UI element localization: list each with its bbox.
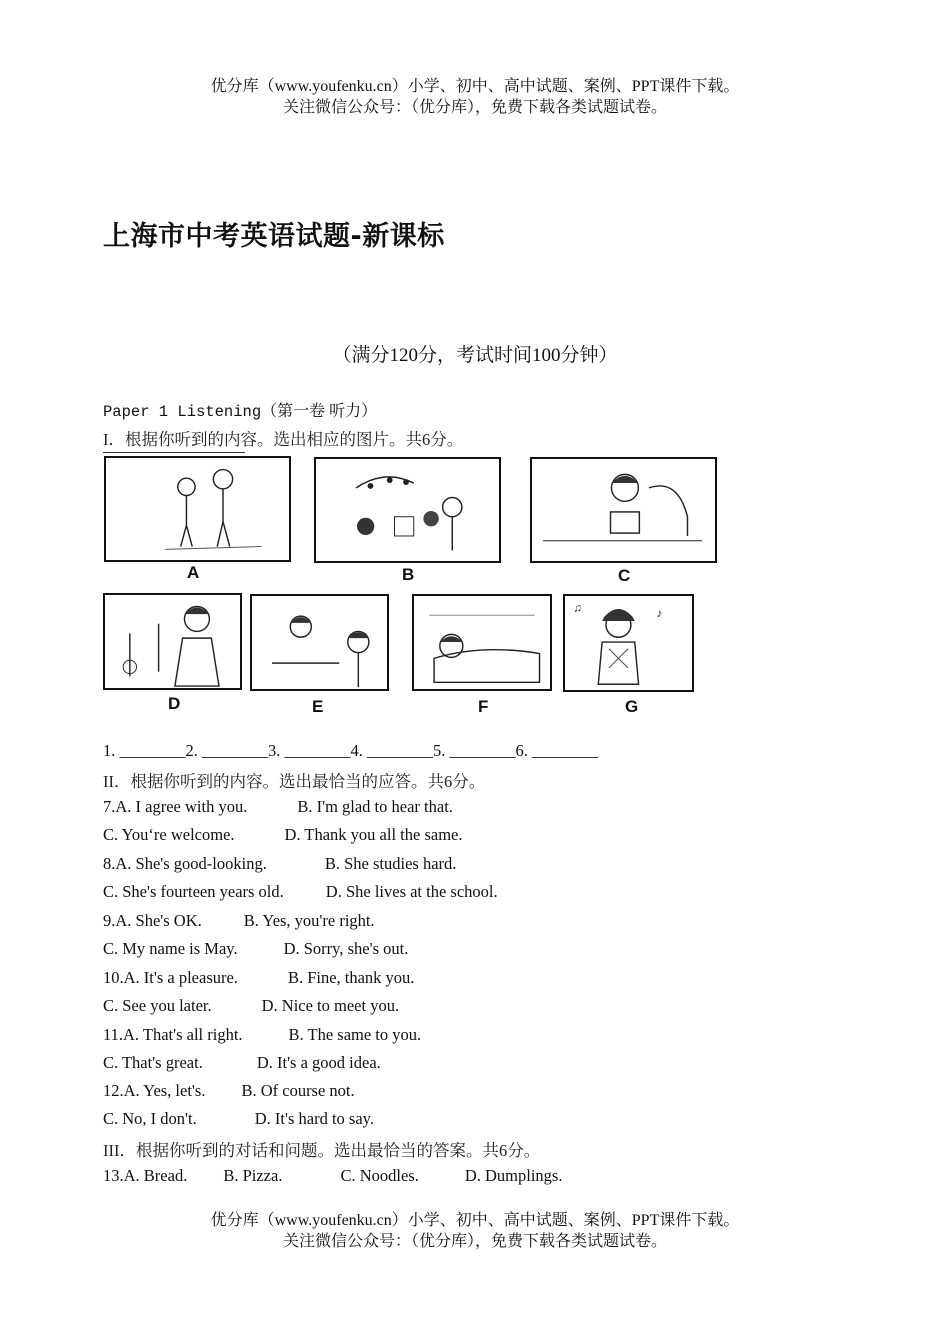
q7-option-a: 7.A. I agree with you. (103, 797, 248, 816)
q9-option-d: D. Sorry, she's out. (283, 939, 409, 958)
picture-b-label: B (402, 565, 415, 584)
boy-reading-icon (532, 459, 715, 561)
page-header (0, 76, 950, 118)
picture-e (250, 594, 389, 691)
q7-row1 (103, 797, 453, 817)
picture-e-label: E (312, 697, 324, 716)
page-title: 上海市中考英语试题-新课标 (103, 221, 445, 252)
picture-c-label: C (618, 566, 631, 585)
q11-row1 (103, 1025, 421, 1045)
q7-row2 (103, 825, 462, 845)
svg-text:♫: ♫ (573, 602, 582, 615)
header-line-1: 优分库（www.youfenku.cn）小学、初中、高中试题、案例、PPT课件下载。 (210, 78, 740, 95)
q13-option-d: D. Dumplings. (464, 1166, 563, 1185)
q10-option-d: D. Nice to meet you. (261, 996, 400, 1015)
q12-option-b: B. Of course not. (241, 1081, 355, 1100)
footer-line-1: 优分库（www.youfenku.cn）小学、初中、高中试题、案例、PPT课件下载。 (210, 1212, 740, 1229)
svg-text:♪: ♪ (656, 608, 663, 621)
children-talking-icon (106, 458, 289, 560)
q9-option-b: B. Yes, you're right. (243, 911, 375, 930)
q9-option-c: C. My name is May. (103, 939, 238, 958)
q9-row1 (103, 911, 375, 931)
picture-f (412, 594, 552, 691)
q12-row1 (103, 1081, 355, 1101)
q13-row (103, 1166, 562, 1186)
q11-row2 (103, 1053, 381, 1073)
q10-row1 (103, 968, 414, 988)
q12-row2 (103, 1109, 374, 1129)
experiment-icon (105, 595, 240, 688)
q9-option-a: 9.A. She's OK. (103, 911, 202, 930)
q10-option-b: B. Fine, thank you. (287, 968, 415, 987)
picture-a (104, 456, 291, 562)
paper-heading-zh: （第一卷 听力） (261, 403, 378, 420)
answer-blanks: 1. ________2. ________3. ________4. ________5. ________6. ________ (103, 741, 598, 760)
children-at-table-icon (252, 596, 387, 689)
header-line-2: 关注微信公众号：（优分库），免费下载各类试题试卷。 (282, 99, 667, 116)
picture-f-label: F (478, 697, 489, 716)
q10-option-c: C. See you later. (103, 996, 212, 1015)
q12-option-c: C. No, I don't. (103, 1109, 197, 1128)
q11-option-c: C. That's great. (103, 1053, 203, 1072)
picture-d (103, 593, 242, 690)
sleeping-child-icon (414, 596, 550, 689)
music-notes-icon (316, 459, 499, 561)
q11-option-a: 11.A. That's all right. (103, 1025, 243, 1044)
q12-option-d: D. It's hard to say. (254, 1109, 374, 1128)
q13-option-c: C. Noodles. (340, 1166, 419, 1185)
q8-option-a: 8.A. She's good-looking. (103, 854, 267, 873)
picture-g (563, 594, 694, 692)
q12-option-a: 12.A. Yes, let's. (103, 1081, 206, 1100)
picture-c (530, 457, 717, 563)
q11-option-b: B. The same to you. (288, 1025, 422, 1044)
q9-row2 (103, 939, 408, 959)
paper-heading (103, 398, 377, 421)
heading-underline (103, 452, 245, 453)
page-footer (0, 1210, 950, 1252)
picture-g-label: G (625, 697, 639, 716)
q7-option-d: D. Thank you all the same. (284, 825, 463, 844)
q13-option-a: 13.A. Bread. (103, 1166, 188, 1185)
section-1-heading: I．根据你听到的内容。选出相应的图片。共6分。 (103, 430, 464, 449)
picture-a-label: A (187, 563, 200, 582)
section-3-heading: III．根据你听到的对话和问题。选出最恰当的答案。共6分。 (103, 1141, 541, 1160)
q7-option-b: B. I'm glad to hear that. (297, 797, 453, 816)
picture-d-label: D (168, 694, 181, 713)
q11-option-d: D. It's a good idea. (256, 1053, 381, 1072)
paper-heading-en: Paper 1 Listening (103, 403, 262, 421)
exam-info: （满分120分，考试时间100分钟） (332, 345, 618, 366)
q8-option-d: D. She lives at the school. (325, 882, 498, 901)
q8-row2 (103, 882, 498, 902)
q10-option-a: 10.A. It's a pleasure. (103, 968, 238, 987)
picture-b (314, 457, 501, 563)
section-2-heading: II．根据你听到的内容。选出最恰当的应答。共6分。 (103, 772, 486, 791)
q8-option-c: C. She's fourteen years old. (103, 882, 284, 901)
q7-option-c: C. You‘re welcome. (103, 825, 235, 844)
q10-row2 (103, 996, 399, 1016)
q13-option-b: B. Pizza. (223, 1166, 283, 1185)
q8-row1 (103, 854, 456, 874)
q8-option-b: B. She studies hard. (324, 854, 457, 873)
singing-girl-icon (565, 596, 692, 690)
footer-line-2: 关注微信公众号：（优分库），免费下载各类试题试卷。 (282, 1233, 667, 1250)
